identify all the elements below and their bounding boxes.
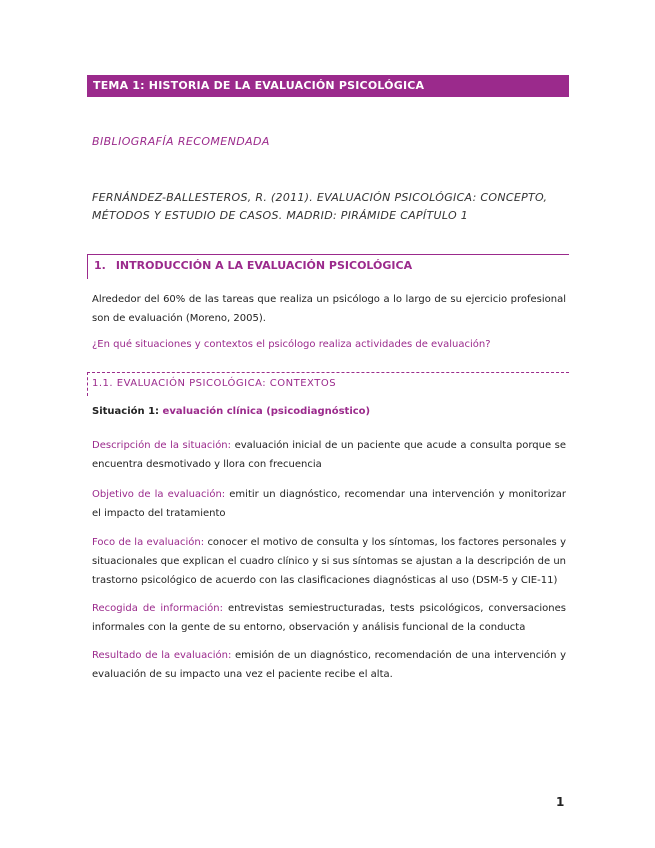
situation-item	[92, 646, 566, 684]
situation-item-label: Recogida de información:	[92, 603, 223, 614]
situation-item	[92, 436, 566, 474]
situation-item-label: Descripción de la situación:	[92, 440, 232, 451]
section-1-paragraph: Alrededor del 60% de las tareas que realiza un psicólogo a lo largo de su ejercicio profesional son de evaluación (Moreno, 2005).	[92, 294, 566, 324]
situation-item-text: emitir un diagnóstico, recomendar una intervención y monitorizar el impacto del tratamiento	[92, 489, 566, 519]
section-1-1-heading	[87, 372, 569, 396]
situation-item-label: Foco de la evaluación:	[92, 537, 205, 548]
situation-item	[92, 599, 566, 637]
situation-1-heading	[92, 406, 370, 417]
situation-item	[92, 485, 566, 523]
bibliography-reference: FERNÁNDEZ-BALLESTEROS, R. (2011). EVALUACIÓN PSICOLÓGICA: CONCEPTO, MÉTODOS Y ESTUDIO DE CASOS. MADRID: PIRÁMIDE CAPÍTULO 1	[92, 191, 548, 222]
section-1-number: 1.	[94, 259, 106, 272]
bibliography-heading: BIBLIOGRAFÍA RECOMENDADA	[92, 135, 270, 148]
situation-1-label: Situación 1:	[92, 406, 160, 417]
situation-item-text: conocer el motivo de consulta y los síntomas, los factores personales y situacionales que explican el cuadro clínico y si sus síntomas se ajustan a la descripción de un trastorno psicológico de acuerdo con las clasificaciones diagnósticas al uso (DSM-5 y CIE-11)	[92, 537, 566, 586]
section-1-title: INTRODUCCIÓN A LA EVALUACIÓN PSICOLÓGICA	[115, 259, 413, 272]
section-1-heading	[87, 254, 569, 279]
section-1-question: ¿En qué situaciones y contextos el psicólogo realiza actividades de evaluación?	[92, 339, 491, 350]
situation-1-name: evaluación clínica (psicodiagnóstico)	[162, 406, 371, 417]
document-title-banner	[87, 75, 569, 97]
situation-item	[92, 533, 566, 590]
section-1-1-title: 1.1. EVALUACIÓN PSICOLÓGICA: CONTEXTOS	[92, 378, 337, 389]
situation-item-label: Objetivo de la evaluación:	[92, 489, 226, 500]
document-title: TEMA 1: HISTORIA DE LA EVALUACIÓN PSICOLÓGICA	[93, 79, 425, 92]
page-number: 1	[556, 795, 565, 809]
situation-item-text: entrevistas semiestructuradas, tests psicológicos, conversaciones informales con la gente de su entorno, observación y análisis funcional de la conducta	[92, 603, 566, 633]
situation-item-label: Resultado de la evaluación:	[92, 650, 232, 661]
situation-item-text: evaluación inicial de un paciente que acude a consulta porque se encuentra desmotivado y llora con frecuencia	[92, 440, 567, 470]
situation-item-text: emisión de un diagnóstico, recomendación de una intervención y evaluación de su impacto una vez el paciente recibe el alta.	[92, 650, 566, 680]
